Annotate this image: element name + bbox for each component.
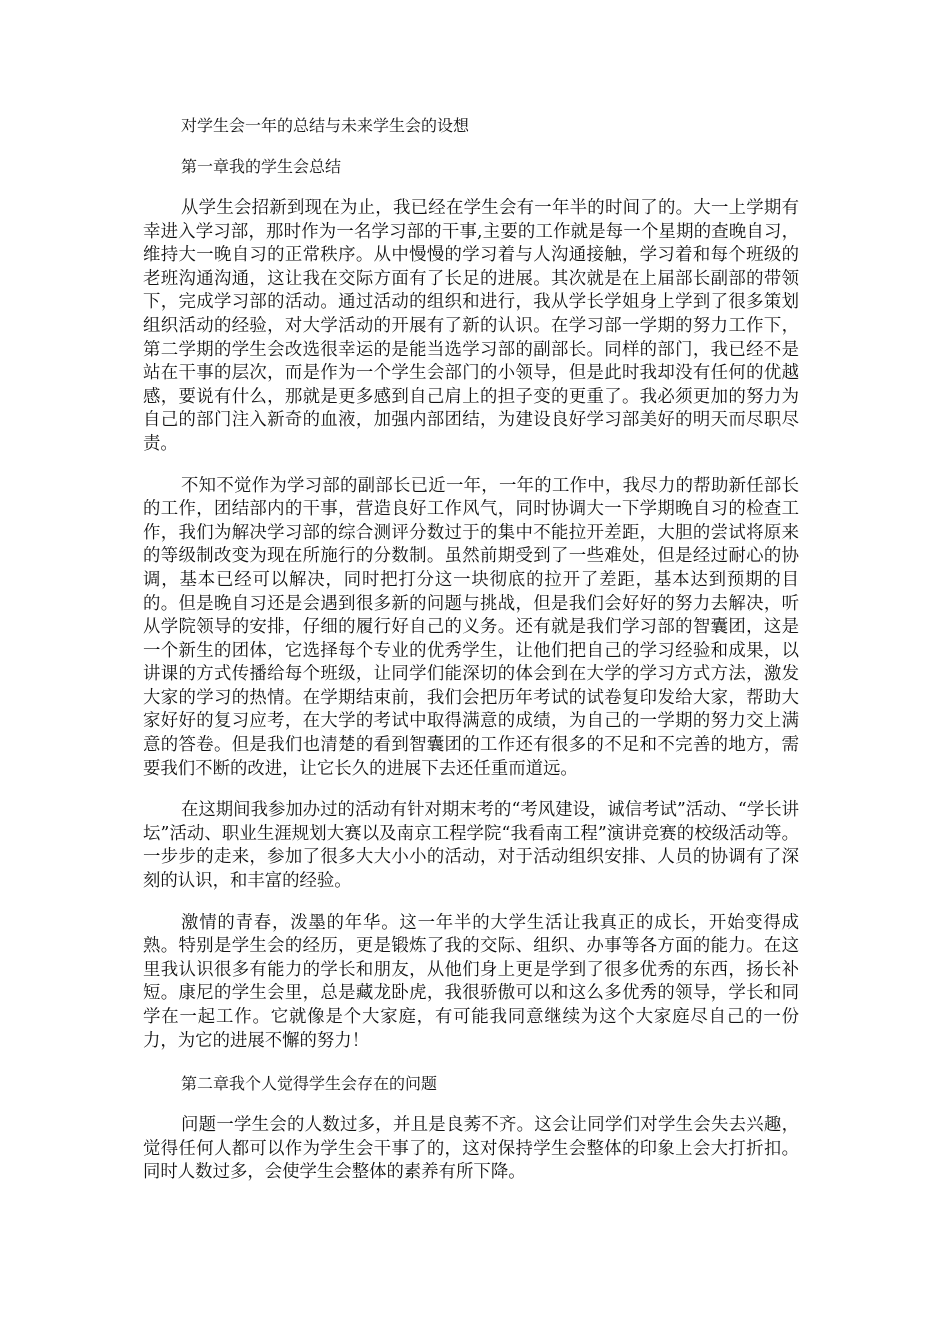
chapter-1-paragraph-4: 激情的青春，泼墨的年华。这一年半的大学生活让我真正的成长，开始变得成熟。特别是学生会的经历，更是锻炼了我的交际、组织、办事等各方面的能力。在这里我认识很多有能力的学长和朋友，从他们身上更是学到了很多优秀的东西，扬长补短。康尼的学生会里，总是藏龙卧虎，我很骄傲可以和这么多优秀的领导，学长和同学在一起工作。它就像是个大家庭，有可能我同意继续为这个大家庭尽自己的一份力，为它的进展不懈的努力！ [143,912,799,1051]
chapter-1-paragraph-2: 不知不觉作为学习部的副部长已近一年，一年的工作中，我尽力的帮助新任部长的工作，团结部内的干事，营造良好工作风气，同时协调大一下学期晚自习的检查工作，我们为解决学习部的综合测评分数过于的集中不能拉开差距，大胆的尝试将原来的等级制改变为现在所施行的分数制。虽然前期受到了一些难处，但是经过耐心的协调，基本已经可以解决，同时把打分这一块彻底的拉开了差距，基本达到预期的目的。但是晚自习还是会遇到很多新的问题与挑战，但是我们会好好的努力去解决，听从学院领导的安排，仔细的履行好自己的义务。还有就是我们学习部的智囊团，这是一个新生的团体，它选择每个专业的优秀学生，让他们把自己的学习经验和成果，以讲课的方式传播给每个班级，让同学们能深切的体会到在大学的学习方式方法，激发大家的学习的热情。在学期结束前，我们会把历年考试的试卷复印发给大家，帮助大家好好的复习应考，在大学的考试中取得满意的成绩，为自己的一学期的努力交上满意的答卷。但是我们也清楚的看到智囊团的工作还有很多的不足和不完善的地方，需要我们不断的改进，让它长久的进展下去还任重而道远。 [143,475,799,779]
chapter-2-paragraph-1: 问题一学生会的人数过多，并且是良莠不齐。这会让同学们对学生会失去兴趣，觉得任何人都可以作为学生会干事了的，这对保持学生会整体的印象上会大打折扣。同时人数过多，会使学生会整体的素养有所下降。 [143,1115,799,1183]
chapter-2-heading: 第二章我个人觉得学生会存在的问题 [181,1074,438,1094]
chapter-1-paragraph-3: 在这期间我参加办过的活动有针对期末考的“考风建设，诚信考试”活动、“学长讲坛”活动、职业生涯规划大赛以及南京工程学院“我看南工程”演讲竞赛的校级活动等。一步步的走来，参加了很多大大小小的活动，对于活动组织安排、人员的协调有了深刻的认识，和丰富的经验。 [143,800,799,892]
document-body [143,113,799,1185]
document-title: 对学生会一年的总结与未来学生会的设想 [181,116,470,135]
chapter-1-heading: 第一章我的学生会总结 [181,157,342,176]
chapter-1-paragraph-1: 从学生会招新到现在为止，我已经在学生会有一年半的时间了的。大一上学期有幸进入学习部，那时作为一名学习部的干事,主要的工作就是每一个星期的查晚自习，维持大一晚自习的正常秩序。从中慢慢的学习着与人沟通接触，学习着和每个班级的老班沟通沟通，这让我在交际方面有了长足的进展。其次就是在上届部长副部的带领下，完成学习部的活动。通过活动的组织和进行，我从学长学姐身上学到了很多策划组织活动的经验，对大学活动的开展有了新的认识。在学习部一学期的努力工作下，第二学期的学生会改选很幸运的是能当选学习部的副部长。同样的部门，我已经不是站在干事的层次，而是作为一个学生会部门的小领导，但是此时我却没有任何的优越感，要说有什么，那就是更多感到自己肩上的担子变的更重了。我必须更加的努力为自己的部门注入新奇的血液，加强内部团结，为建设良好学习部美好的明天而尽职尽责。 [143,198,799,454]
